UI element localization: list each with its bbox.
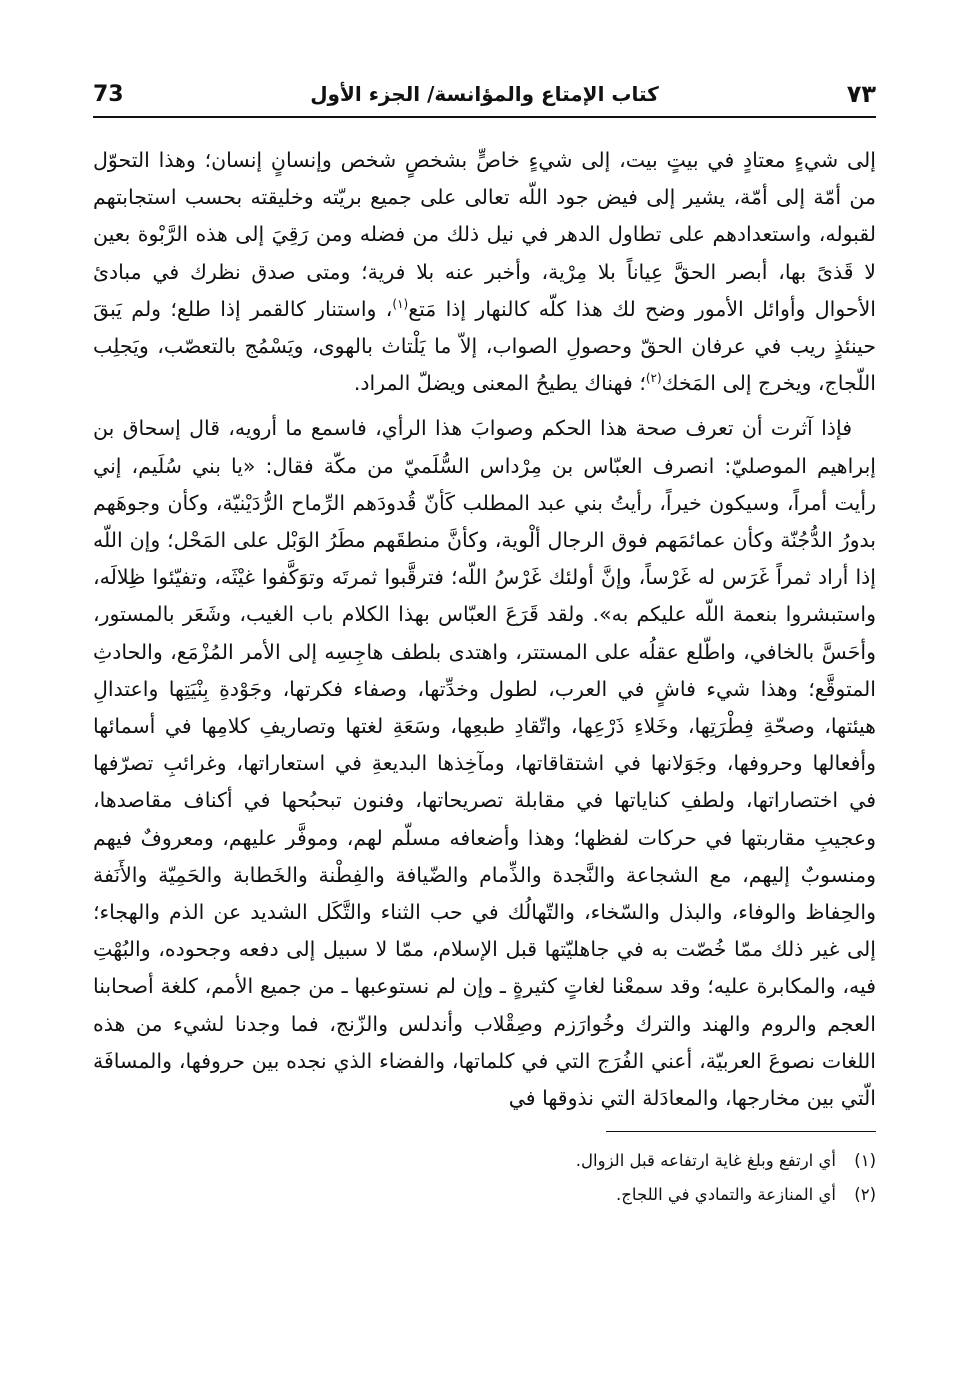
paragraph-2: فإذا آثرت أن تعرف صحة هذا الحكم وصوابَ هذا الرأي، فاسمع ما أرويه، قال إسحاق بن إبراهيم الموصليّ: انصرف العبّاس بن مِرْداس السُّلَميّ من مكّة فقال: «يا بني سُلَيم، إني رأيت أمراً، وسيكون خيراً، رأيتُ بني عبد المطلب كَأنّ قُدودَهم الرِّماح الرُّدَيْنيّة، وكأن وجوهَهم بدورُ الدُّجُنّة وكأن عمائمَهم فوق الرجال ألْوية، وكأنَّ منطقَهم مطَرُ الوَبْل على المَحْل؛ وإن اللّه إذا أراد ثمراً غَرَس له غَرْساً، وإنَّ أولئك غَرْسُ اللّه؛ فترقَّبوا ثمرتَه وتوَكَّفوا غيْثَه، وتفيّئوا ظِلالَه، واستبشروا بنعمة اللّه عليكم به». ولقد قَرَعَ العبّاس بهذا الكلام باب الغيب، وشَعَر بالمستور، وأحَسَّ بالخافي، واطّلع عقلُه على المستتر، واهتدى بلطف هاجِسِه إلى الأمر المُزْمَع، والحادثِ المتوقَّع؛ وهذا شيء فاشٍ في العرب، لطول وخدِّتها، وصفاء فكرتها، وجَوْدةِ بِنْيَتِها واعتدالِ هيئتها، وصحّةِ فِطْرَتِها، وخَلاءِ ذَرْعِها، واتّقادِ طبعِها، وسَعَةِ لغتها وتصاريفِ كلامِها في أسمائها وأفعالها وحروفها، وجَوَلانها في اشتقاقاتها، ومآخِذها البديعةِ في استعاراتها، وغرائبِ تصرّفها في اختصاراتها، ولطفِ كناياتها في مقابلة تصريحاتها، وفنون تبحبُحها في أكناف مقاصدها، وعجيبِ مقاربتها في حركات لفظها؛ وهذا وأضعافه مسلّم لهم، وموفَّر عليهم، ومعروفٌ فيهم ومنسوبٌ إليهم، مع الشجاعة والنَّجدة والذِّمام والضّيافة والفِطْنة والخَطابة والحَمِيّة والأَنَفة والحِفاظ والوفاء، والبذل والسّخاء، والتّهالُك في حب الثناء والتَّكَل الشديد عن الذم والهجاء؛ إلى غير ذلك ممّا خُصّت به في جاهليّتها قبل الإسلام، ممّا لا سبيل إلى دفعه وجحوده، والبُهْتِ فيه، والمكابرة عليه؛ وقد سمعْنا لغاتٍ كثيرةٍ ـ وإن لم نستوعبها ـ من جميع الأمم، كلغة أصحابنا العجم والروم والهند والترك وخُوارَزم وصِقْلاب وأندلس والزّنج، فما وجدنا لشيء من هذه اللغات نصوعَ العربيّة، أعني الفُرَج التي في كلماتها، والفضاء الذي نجده بين حروفها، والمسافَة الّتي بين مخارجها، والمعادَلة التي نذوقها في: [93, 416, 876, 1111]
page-header: [93, 72, 876, 118]
paragraph-1-part-2: ، واستنار كالقمر إذا طلع؛ ولم يَبقَ حينئذٍ ريب في عرفان الحقّ وحصولِ الصواب، إلاّ ما يَلْتاث بالهوى، ويَسْمُج بالتعصّب، ويَجلِب اللّجاج، ويخرج إلى المَخك: [93, 296, 876, 396]
footnote-ref-1: (١): [392, 296, 409, 311]
footnote-divider: [606, 1131, 876, 1132]
paragraph-1: [93, 142, 876, 402]
paragraph-1-part-3: ؛ فهناك يطيحُ المعنى ويضلّ المراد.: [353, 371, 646, 396]
page-number-arabic: ٧٣: [846, 80, 876, 108]
book-page: [93, 72, 876, 1372]
footnote-ref-2: (٢): [645, 371, 662, 386]
footnote-number: (٢): [854, 1185, 876, 1205]
footnote-text: أي المنازعة والتمادي في اللجاج.: [616, 1185, 836, 1205]
main-text: [93, 142, 876, 1117]
footnote-1: [93, 1144, 876, 1178]
footnote-2: [93, 1178, 876, 1212]
footnote-text: أي ارتفع وبلغ غاية ارتفاعه قبل الزوال.: [575, 1151, 836, 1171]
running-title: كتاب الإمتاع والمؤانسة/ الجزء الأول: [310, 82, 659, 106]
paragraph-1-part-1: إلى شيءٍ معتادٍ في بيتٍ بيت، إلى شيءٍ خاصٍّ بشخصٍ شخص وإنسانٍ إنسان؛ وهذا التحوّل من أمّة إلى أمّة، يشير إلى فيض جود اللّه تعالى على جميع بريّته وخليقته بحسب استجابتهم لقبوله، واستعدادهم على تطاول الدهر في نيل ذلك من فضله ومن رَقِيَ إلى هذه الرَّبْوة بعين لا قَذىً بها، أبصر الحقَّ عِياناً بلا مِرْية، وأخبر عنه بلا فرية؛ ومتى صدق نظرك في مبادئ الأحوال وأوائل الأمور وضح لك هذا كلّه كالنهار إذا مَتع: [93, 148, 876, 321]
footnote-number: (١): [854, 1151, 876, 1171]
page-number-latin: 73: [93, 81, 124, 107]
footnotes: [93, 1132, 876, 1212]
